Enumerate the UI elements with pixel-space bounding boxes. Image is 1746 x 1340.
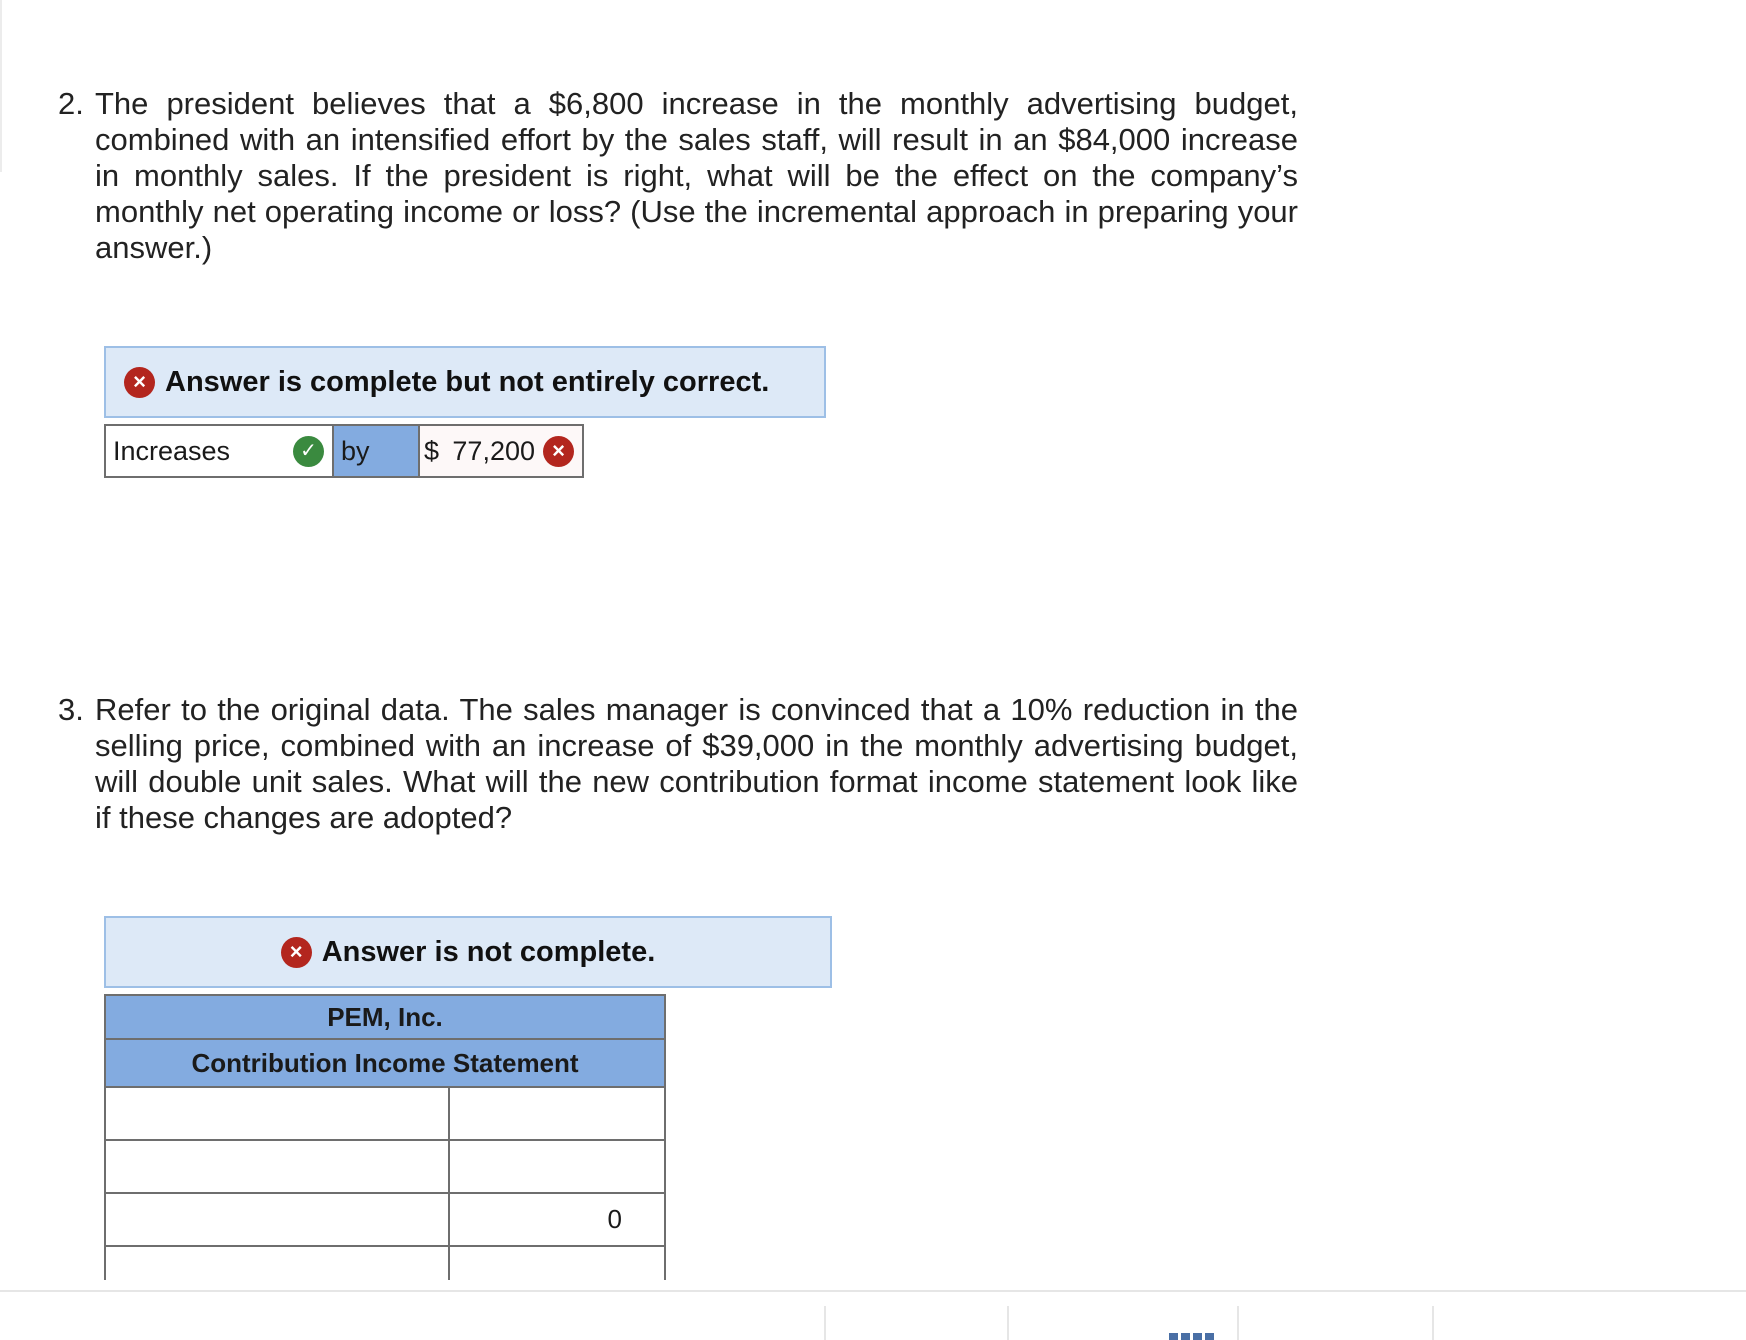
footer-divider [1432,1306,1434,1340]
footer-divider [1237,1306,1239,1340]
table-row [105,1087,665,1140]
check-icon: ✓ [293,436,324,467]
row-value-input[interactable] [449,1087,665,1140]
question-2-text: The president believes that a $6,800 increase in the monthly advertising budget, combined with an intensified effort by the sales staff, will result in an $84,000 increase in monthly sales. If the president is right, what will be the effect on the company’s monthly net operating income or loss? (Use the incremental approach in preparing your answer.) [95,86,1298,265]
footer-divider [1007,1306,1009,1340]
footer-toolbar [0,1290,1746,1340]
x-icon: × [543,436,574,467]
row-label-input[interactable] [105,1087,449,1140]
x-icon: × [281,937,312,968]
contribution-income-statement [104,994,666,1300]
x-icon: × [124,367,155,398]
answer-row-q2 [104,424,584,478]
by-label [332,424,418,478]
question-2-number: 2. [58,86,84,121]
grid-icon[interactable] [1169,1333,1214,1340]
footer-divider [824,1306,826,1340]
direction-value: Increases [113,435,231,466]
feedback-message: Answer is not complete. [321,935,656,968]
feedback-message: Answer is complete but not entirely correct. [165,365,770,398]
row-value-input[interactable] [449,1140,665,1193]
company-name: PEM, Inc. [105,995,665,1039]
feedback-banner-partial [104,346,826,418]
question-3-number: 3. [58,692,84,727]
connector-text: by [341,435,370,466]
row-label-input[interactable] [105,1193,449,1246]
left-edge-rule [0,0,2,172]
question-2 [58,86,1298,266]
table-row [105,1193,665,1246]
currency-symbol: $ [424,435,440,466]
amount-input[interactable] [418,424,584,478]
question-3 [58,692,1298,836]
statement-title: Contribution Income Statement [105,1039,665,1087]
row-label-input[interactable] [105,1140,449,1193]
feedback-banner-incomplete [104,916,832,988]
amount-value: 77,200 [452,435,535,466]
table-row [105,1140,665,1193]
row-value-input[interactable]: 0 [449,1193,665,1246]
question-3-text: Refer to the original data. The sales manager is convinced that a 10% reduction in the selling price, combined with an increase of $39,000 in the monthly advertising budget, will double unit sales. What will the new contribution format income statement look like if these changes are adopted? [95,692,1298,835]
direction-select[interactable] [104,424,332,478]
